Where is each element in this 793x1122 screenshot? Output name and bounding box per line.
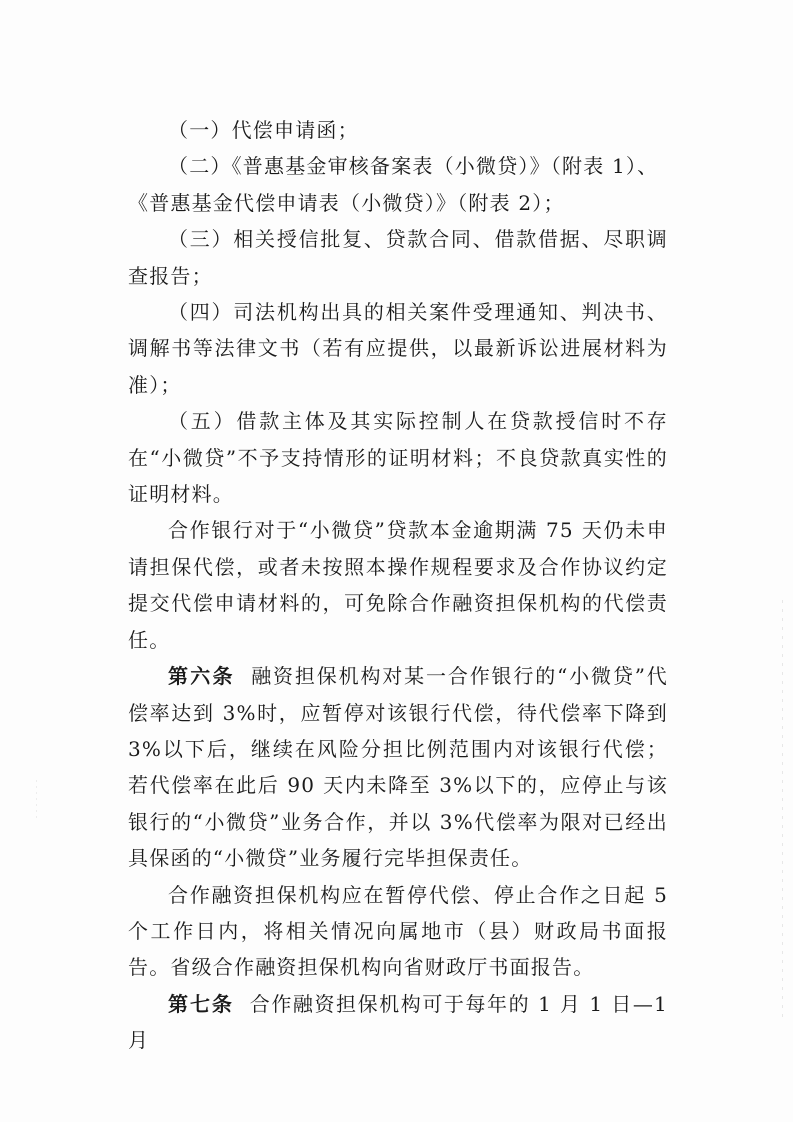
paragraph-overdue-rule: 合作银行对于“小微贷”贷款本金逾期满 75 天仍未申请担保代偿，或者未按照本操作规程要求及合作协议约定提交代偿申请材料的，可免除合作融资担保机构的代偿责任。	[128, 518, 668, 652]
article-6-text: 融资担保机构对某一合作银行的“小微贷”代偿率达到 3%时，应暂停对该银行代偿，待代偿率下降到 3%以下后，继续在风险分担比例范围内对该银行代偿；若代偿率在此后 90 天内未降至 3%以下的，应停止与该银行的“小微贷”业务合作，并以 3%代偿率为限对已经出具保函的“小微贷”业务履行完毕担保责任。	[128, 664, 668, 871]
article-6-label: 第六条	[168, 664, 235, 689]
document-body	[128, 112, 668, 1059]
paragraph-report-rule: 合作融资担保机构应在暂停代偿、停止合作之日起 5 个工作日内，将相关情况向属地市（县）财政局书面报告。省级合作融资担保机构向省财政厅书面报告。	[128, 882, 668, 980]
paragraph-item-2: （二）《普惠基金审核备案表（小微贷）》（附表 1）、	[168, 154, 659, 179]
article-7	[128, 986, 668, 1059]
article-6	[128, 658, 668, 876]
article-7-text: 合作融资担保机构可于每年的 1 月 1 日—1 月	[128, 991, 668, 1053]
article-7-label: 第七条	[168, 991, 234, 1016]
paragraph-item-3: （三）相关授信批复、贷款合同、借款借据、尽职调查报告；	[128, 227, 668, 288]
paragraph-item-2-continued: 《普惠基金代偿申请表（小微贷）》（附表 2）；	[128, 190, 565, 215]
paragraph-item-4: （四）司法机构出具的相关案件受理通知、判决书、调解书等法律文书（若有应提供，以最新诉讼进展材料为准）；	[128, 300, 668, 397]
paragraph-item-5: （五）借款主体及其实际控制人在贷款授信时不存在“小微贷”不予支持情形的证明材料；不良贷款真实性的证明材料。	[128, 409, 668, 507]
scan-edge-mark-left	[36, 780, 37, 820]
scan-edge-mark	[782, 600, 783, 1020]
paragraph-item-1: （一）代偿申请函；	[168, 118, 359, 142]
